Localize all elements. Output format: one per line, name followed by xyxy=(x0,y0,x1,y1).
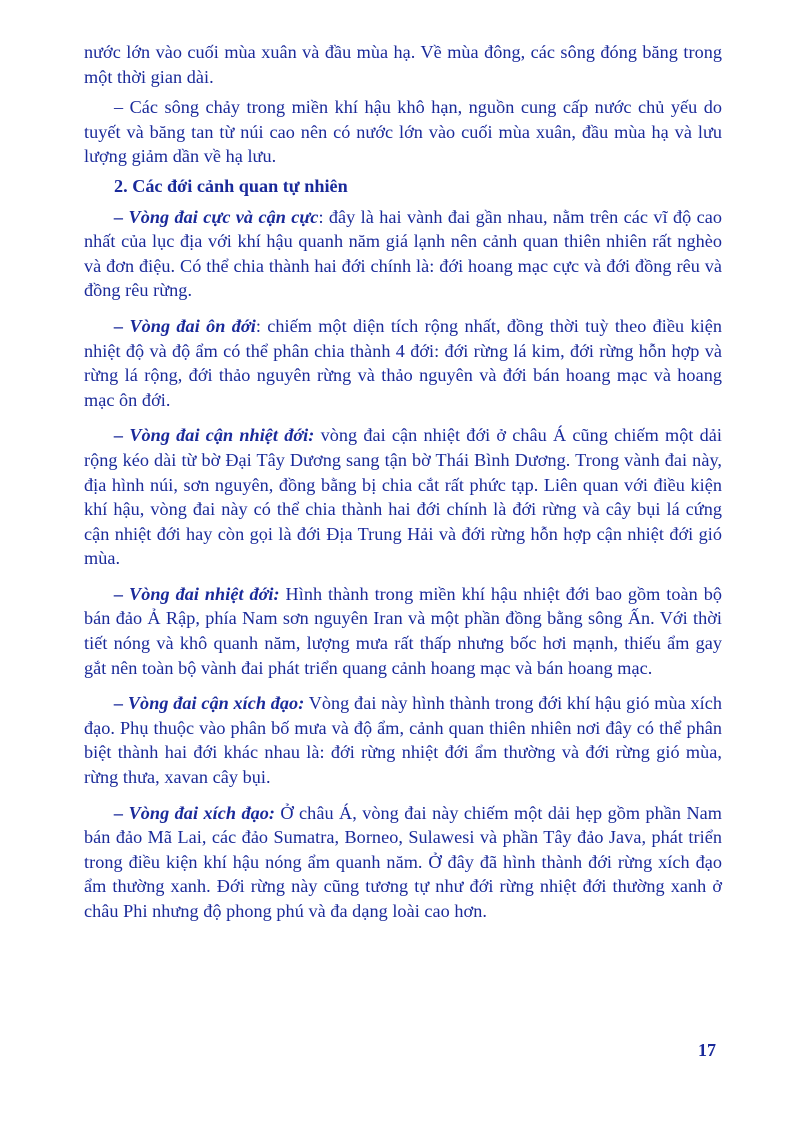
text-subequatorial-belt: Vòng đai này hình thành trong đới khí hậu gió mùa xích đạo. Phụ thuộc vào phân bố mưa và độ ẩm, cảnh quan thiên nhiên nơi đây có thể phân biệt thành hai đới khác nhau là: đới rừng nhiệt đới ẩm thường và đới rừng gió mùa, rừng thưa, xavan cây bụi. xyxy=(84,693,722,788)
paragraph-subtropical-belt xyxy=(84,423,722,571)
paragraph-continuation: nước lớn vào cuối mùa xuân và đầu mùa hạ. Về mùa đông, các sông đóng băng trong một thời gian dài. xyxy=(84,42,722,87)
term-polar-belt: – Vòng đai cực và cận cực xyxy=(114,206,319,227)
text-tropical-belt: Hình thành trong miền khí hậu nhiệt đới bao gồm toàn bộ bán đảo Ả Rập, phía Nam sơn nguyên Iran và một phần đồng bằng sông Ấn. Với thời tiết nóng và khô quanh năm, lượng mưa rất thấp nhưng bốc hơi mạnh, thiếu ẩm gay gắt nên toàn bộ vành đai phát triển quang cảnh hoang mạc và bán hoang mạc. xyxy=(84,583,722,678)
text-polar-belt: : đây là hai vành đai gần nhau, nằm trên các vĩ độ cao nhất của lục địa với khí hậu quanh năm giá lạnh nên cảnh quan thiên nhiên rất nghèo và đơn điệu. Có thể chia thành hai đới chính là: đới hoang mạc cực và đới đồng rêu và đồng rêu rừng. xyxy=(84,206,722,301)
paragraph-temperate-belt xyxy=(84,314,722,412)
term-subequatorial-belt: – Vòng đai cận xích đạo: xyxy=(114,693,305,714)
paragraph-polar-belt xyxy=(84,205,722,303)
term-temperate-belt: – Vòng đai ôn đới xyxy=(114,315,256,336)
paragraph-arid-rivers: – Các sông chảy trong miền khí hậu khô hạn, nguồn cung cấp nước chủ yếu do tuyết và băng tan từ núi cao nên có nước lớn vào cuối mùa xuân, đầu mùa hạ và lưu lượng giảm dần về hạ lưu. xyxy=(84,97,722,167)
page-body xyxy=(84,40,722,924)
paragraph-tropical-belt xyxy=(84,582,722,680)
term-equatorial-belt: – Vòng đai xích đạo: xyxy=(114,802,275,823)
paragraph-equatorial-belt xyxy=(84,801,722,924)
text-equatorial-belt: Ở châu Á, vòng đai này chiếm một dải hẹp gồm phần Nam bán đảo Mã Lai, các đảo Sumatra, Borneo, Sulawesi và phần Tây đảo Java, phát triển trong điều kiện khí hậu nóng ẩm quanh năm. Ở đây đã hình thành đới rừng xích đạo ẩm thường xanh. Đới rừng này cũng tương tự như đới rừng nhiệt đới thường xanh ở châu Phi nhưng độ phong phú và đa dạng loài cao hơn. xyxy=(84,802,722,921)
section-heading: 2. Các đới cảnh quan tự nhiên xyxy=(114,175,348,196)
term-tropical-belt: – Vòng đai nhiệt đới: xyxy=(114,583,280,604)
text-subtropical-belt: vòng đai cận nhiệt đới ở châu Á cũng chiếm một dải rộng kéo dài từ bờ Đại Tây Dương sang tận bờ Thái Bình Dương. Trong vành đai này, địa hình núi, sơn nguyên, đồng bằng bị chia cắt rất phức tạp. Liên quan với điều kiện khí hậu, vòng đai này có thể chia thành hai đới chính là đới rừng và cây bụi lá cứng cận nhiệt đới hay còn gọi là đới Địa Trung Hải và đới rừng hỗn hợp cận nhiệt đới gió mùa. xyxy=(84,425,723,569)
paragraph-subequatorial-belt xyxy=(84,691,722,789)
page-number: 17 xyxy=(698,1040,716,1060)
text-temperate-belt: : chiếm một diện tích rộng nhất, đồng thời tuỳ theo điều kiện nhiệt độ và độ ẩm có thể phân chia thành 4 đới: đới rừng lá kim, đới rừng hỗn hợp và rừng lá rộng, đới thảo nguyên rừng và thảo nguyên và đới bán hoang mạc và hoang mạc ôn đới. xyxy=(84,315,723,410)
term-subtropical-belt: – Vòng đai cận nhiệt đới: xyxy=(114,425,315,446)
